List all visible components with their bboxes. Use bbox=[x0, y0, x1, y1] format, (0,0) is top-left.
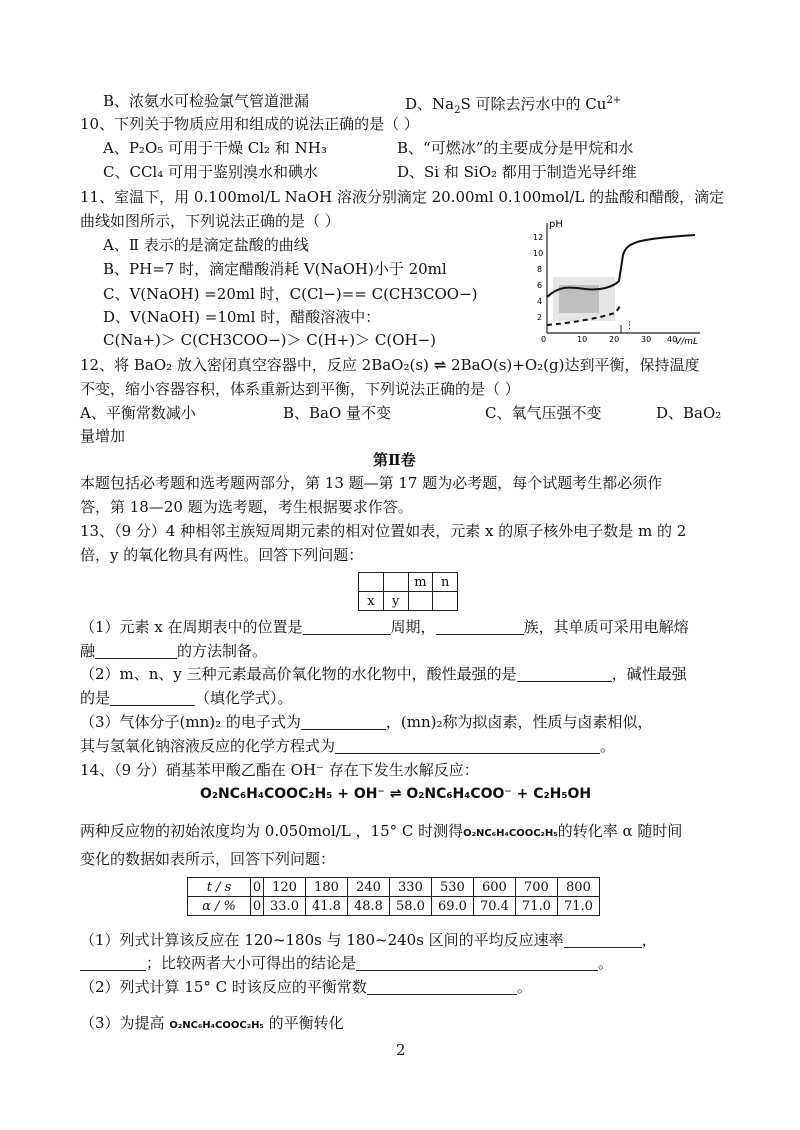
svg-text:⋮: ⋮ bbox=[625, 321, 634, 331]
table-cell: x bbox=[359, 592, 384, 611]
table-header-cell: 800 bbox=[557, 878, 599, 897]
table-cell: 0 bbox=[251, 897, 264, 916]
answer-blank[interactable] bbox=[301, 713, 386, 730]
section-intro-line1: 本题包括必考题和选考题两部分，第 13 题—第 17 题为必考题，每个试题考生都必须作 bbox=[80, 474, 663, 492]
table-header-cell: 120 bbox=[264, 878, 306, 897]
answer-blank[interactable] bbox=[95, 642, 177, 659]
graph-ytick: 4 bbox=[537, 297, 543, 306]
table-row bbox=[188, 878, 600, 897]
table-cell: α / % bbox=[188, 897, 251, 916]
q11-option-d: D、V(NaOH) =10ml 时，醋酸溶液中： bbox=[103, 308, 381, 326]
q9-option-b: B、浓氨水可检验氯气管道泄漏 bbox=[103, 92, 310, 110]
q13-part1-cont: 融 的方法制备。 bbox=[80, 642, 268, 660]
q13-part3-cont: 其与氢氧化钠溶液反应的化学方程式为 。 bbox=[80, 737, 616, 755]
q13-part3: （3）气体分子(mn)₂ 的电子式为 ，(mn)₂称为拟卤素，性质与卤素相似， bbox=[80, 713, 653, 731]
q11-option-c: C、V(NaOH) =20ml 时，C(Cl−)== C(CH3COO−) bbox=[103, 285, 478, 303]
page-number: 2 bbox=[396, 1041, 406, 1059]
graph-xtick: 0 bbox=[541, 335, 547, 344]
table-cell: 71.0 bbox=[515, 897, 557, 916]
graph-xtick: 40 bbox=[667, 335, 678, 344]
q14-part1-cont: ；比较两者大小可得出的结论是 。 bbox=[80, 953, 613, 973]
answer-blank[interactable] bbox=[335, 737, 600, 754]
q11-stem-line1: 11、室温下，用 0.100mol/L NaOH 溶液分别滴定 20.00ml 0.100mol/L 的盐酸和醋酸，滴定 bbox=[80, 188, 725, 206]
q14-part2: （2）列式计算 15° C 时该反应的平衡常数 。 bbox=[80, 978, 532, 996]
table-header-cell: 330 bbox=[389, 878, 431, 897]
section-title: 第Ⅱ卷 bbox=[373, 451, 416, 469]
table-cell: n bbox=[433, 573, 458, 592]
q10-option-a: A、P₂O₅ 可用于干燥 Cl₂ 和 NH₃ bbox=[103, 139, 327, 157]
section-intro-line2: 答，第 18—20 题为选考题，考生根据要求作答。 bbox=[80, 498, 413, 516]
table-header-cell: t / s bbox=[188, 878, 251, 897]
graph-xtick: 20 bbox=[609, 335, 620, 344]
table-cell: 69.0 bbox=[431, 897, 473, 916]
table-cell: 71.0 bbox=[557, 897, 599, 916]
table-cell: 70.4 bbox=[473, 897, 515, 916]
q12-stem-line1: 12、将 BaO₂ 放入密闭真空容器中，反应 2BaO₂(s) ⇌ 2BaO(s)+O₂(g)达到平衡，保持温度 bbox=[80, 356, 700, 374]
graph-ytick: 8 bbox=[537, 265, 543, 274]
answer-blank[interactable] bbox=[356, 954, 598, 971]
table-row bbox=[188, 897, 600, 916]
table-header-cell: 0 bbox=[251, 878, 264, 897]
graph-xlabel: V/mL bbox=[675, 337, 698, 345]
element-position-table bbox=[358, 572, 458, 611]
table-header-cell: 180 bbox=[305, 878, 347, 897]
table-header-cell: 700 bbox=[515, 878, 557, 897]
titration-graph bbox=[525, 215, 710, 345]
table-header-cell: 600 bbox=[473, 878, 515, 897]
equilibrium-arrow: ⇌ bbox=[389, 786, 402, 802]
table-header-cell: 530 bbox=[431, 878, 473, 897]
table-cell bbox=[359, 573, 384, 592]
answer-blank[interactable] bbox=[517, 665, 612, 682]
q13-part2: （2）m、n、y 三种元素最高价氧化物的水化物中，酸性最强的是 ，碱性最强 bbox=[80, 665, 687, 683]
q14-equation: O₂NC₆H₄COOC₂H₅ + OH⁻ ⇌ O₂NC₆H₄COO⁻ + C₂H₅OH bbox=[200, 786, 592, 802]
q12-stem-line2: 不变，缩小容器容积，体系重新达到平衡，下列说法正确的是（ ） bbox=[80, 380, 520, 398]
table-cell: 33.0 bbox=[264, 897, 306, 916]
q10-option-d: D、Si 和 SiO₂ 都用于制造光导纤维 bbox=[397, 163, 637, 181]
q11-option-d-cont: C(Na+)＞ C(CH3COO−)＞ C(H+)＞ C(OH−) bbox=[103, 331, 437, 349]
table-cell: 41.8 bbox=[305, 897, 347, 916]
graph-xtick: 10 bbox=[577, 335, 588, 344]
q13-part2-cont: 的是 （填化学式）。 bbox=[80, 689, 293, 707]
q12-option-a: A、平衡常数减小 bbox=[80, 404, 196, 422]
q11-option-a: A、Ⅱ 表示的是滴定盐酸的曲线 bbox=[103, 236, 309, 254]
answer-blank[interactable] bbox=[367, 978, 517, 995]
graph-ytick: 12 bbox=[533, 233, 544, 242]
conversion-table bbox=[187, 877, 600, 916]
table-cell: y bbox=[383, 592, 408, 611]
table-cell bbox=[383, 573, 408, 592]
q9-option-d: D、$Na_2S$ 可除去污水中的 $Cu^{2+}$ bbox=[405, 95, 622, 116]
q13-stem-line2: 倍，y 的氧化物具有两性。回答下列问题： bbox=[80, 546, 364, 564]
graph-ytick: 10 bbox=[533, 249, 544, 258]
q11-stem-line2: 曲线如图所示，下列说法正确的是（ ） bbox=[80, 212, 340, 230]
q12-option-c: C、氧气压强不变 bbox=[485, 404, 602, 422]
table-cell bbox=[408, 592, 433, 611]
q14-part1: （1）列式计算该反应在 120~180s 与 180~240s 区间的平均反应速率 ， bbox=[80, 931, 657, 949]
q11-option-b: B、PH=7 时，滴定醋酸消耗 V(NaOH)小于 20ml bbox=[103, 260, 447, 278]
q14-line3: 变化的数据如表所示，回答下列问题： bbox=[80, 850, 336, 868]
q14-part3: （3）为提高 O₂NC₆H₄COOC₂H₅ 的平衡转化 bbox=[80, 1014, 344, 1032]
answer-blank[interactable] bbox=[436, 618, 524, 635]
table-header-cell: 240 bbox=[347, 878, 389, 897]
answer-blank[interactable] bbox=[80, 954, 146, 971]
q14-line2: 两种反应物的初始浓度均为 0.050mol/L ，15° C 时测得O₂NC₆H₄COOC₂H₅的转化率 α 随时间 bbox=[80, 822, 683, 840]
q12-option-b: B、BaO 量不变 bbox=[283, 404, 392, 422]
graph-xtick: 30 bbox=[641, 335, 652, 344]
table-cell bbox=[433, 592, 458, 611]
graph-ylabel: pH bbox=[549, 219, 563, 230]
answer-blank[interactable] bbox=[564, 931, 642, 948]
q14-stem: 14、（9 分）硝基苯甲酸乙酯在 OH⁻ 存在下发生水解反应： bbox=[80, 761, 479, 779]
q13-stem-line1: 13、（9 分）4 种相邻主族短周期元素的相对位置如表，元素 x 的原子核外电子数是 m 的 2 bbox=[80, 522, 687, 540]
table-cell: m bbox=[408, 573, 433, 592]
q12-option-d-cont: 量增加 bbox=[80, 427, 126, 445]
table-cell: 48.8 bbox=[347, 897, 389, 916]
equilibrium-arrow: ⇌ bbox=[433, 356, 447, 374]
table-cell: 58.0 bbox=[389, 897, 431, 916]
q13-part1: （1）元素 x 在周期表中的位置是 周期， 族，其单质可采用电解熔 bbox=[80, 618, 689, 636]
q10-option-c: C、CCl₄ 可用于鉴别溴水和碘水 bbox=[103, 163, 319, 181]
answer-blank[interactable] bbox=[303, 618, 391, 635]
graph-ytick: 2 bbox=[537, 313, 543, 322]
q10-option-b: B、“可燃冰”的主要成分是甲烷和水 bbox=[397, 139, 634, 157]
answer-blank[interactable] bbox=[110, 689, 195, 706]
graph-ytick: 6 bbox=[537, 281, 543, 290]
q12-option-d: D、BaO₂ bbox=[656, 404, 722, 422]
q10-stem: 10、下列关于物质应用和组成的说法正确的是（ ） bbox=[80, 115, 419, 133]
